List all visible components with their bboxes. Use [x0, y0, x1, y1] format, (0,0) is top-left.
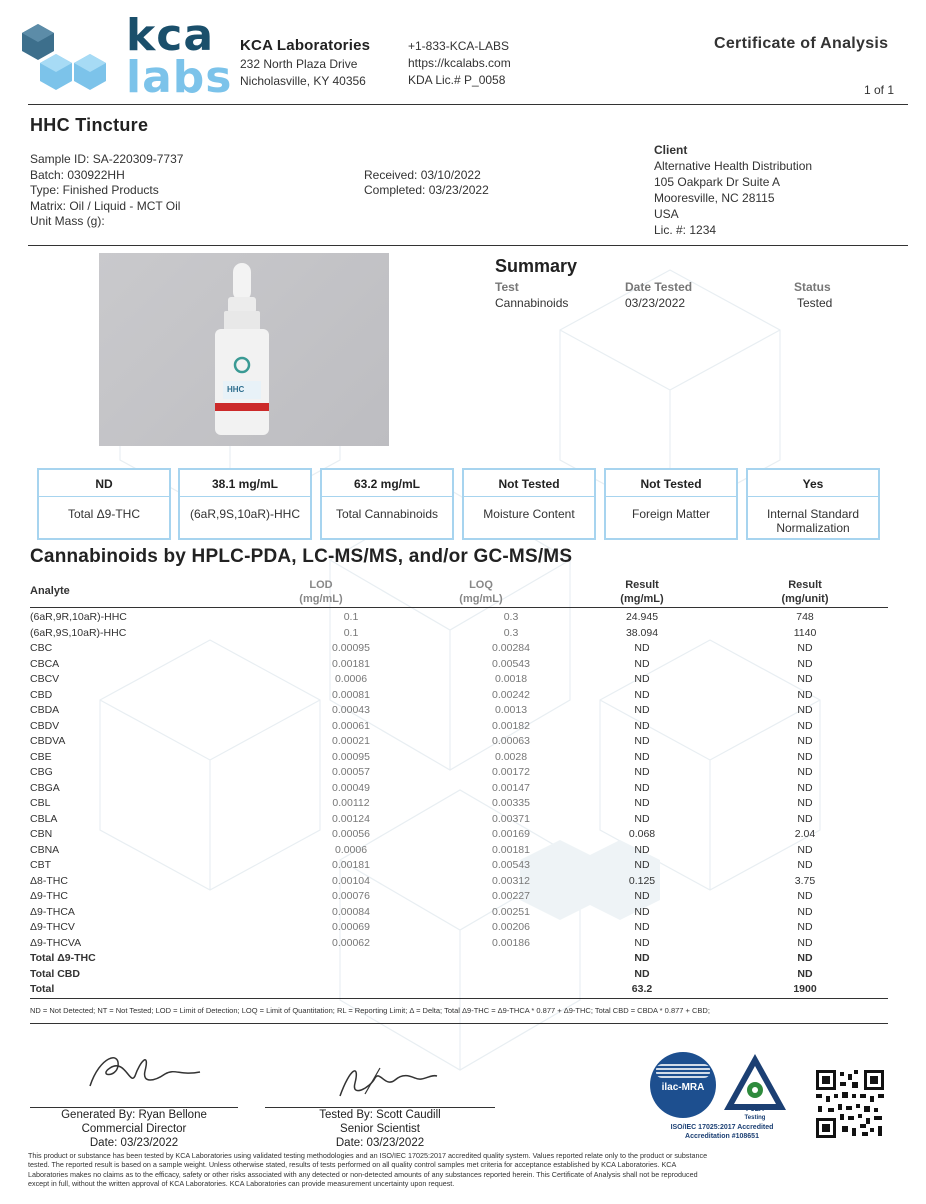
lod-cell: 0.0006 — [334, 673, 368, 685]
iso-accreditation: ISO/IEC 17025:2017 Accredited — [670, 1124, 774, 1131]
result-cell: ND — [634, 936, 650, 949]
result-cell: ND — [634, 859, 650, 871]
analyte-cell: CBC — [30, 642, 53, 654]
disclaimer-line: This product or substance has been tested by KCA Laboratories using validated testing methodologies and an ISO/IEC 17025:2017 accredited quality system. Values reported relate only to the product or substance — [28, 1151, 708, 1160]
ilac-mra-logo-icon — [650, 1052, 716, 1118]
client-license: Lic. #: 1234 — [654, 223, 717, 237]
table-row — [30, 610, 888, 626]
box-label: Internal Standard Normalization — [766, 507, 860, 535]
header-lod-title: LOD — [309, 579, 333, 591]
mg-unit-cell: ND — [797, 766, 813, 778]
signer-2-name: Tested By: Scott Caudill — [319, 1109, 441, 1121]
analyte-cell: CBG — [30, 766, 53, 778]
loq-cell: 0.00335 — [492, 797, 530, 809]
mg-unit-cell: ND — [797, 735, 813, 747]
analyte-cell: CBDV — [30, 719, 60, 732]
disclaimer — [28, 1151, 908, 1188]
result-cell: 24.945 — [625, 611, 659, 623]
lod-cell: 0.00056 — [332, 828, 370, 840]
lod-cell: 0.1 — [343, 626, 359, 639]
summary-box-total-cannabinoids — [320, 468, 454, 540]
mg-unit-cell: ND — [797, 952, 813, 964]
result-cell: ND — [634, 750, 650, 763]
loq-cell: 0.00371 — [492, 812, 530, 825]
loq-cell: 0.00543 — [492, 859, 530, 871]
completed-date: Completed: 03/23/2022 — [364, 183, 489, 197]
loq-cell: 0.0028 — [494, 750, 528, 763]
analyte-cell: (6aR,9R,10aR)-HHC — [30, 611, 127, 623]
signature-scott-caudill — [325, 1058, 445, 1102]
unit-mass: Unit Mass (g): — [30, 214, 105, 228]
lab-address-line2: Nicholasville, KY 40356 — [240, 74, 366, 88]
loq-cell: 0.00147 — [492, 781, 530, 794]
loq-cell: 0.00169 — [492, 828, 530, 840]
logo-word-labs: labs — [126, 52, 233, 103]
analyte-cell: CBGA — [30, 781, 60, 794]
analyte-cell: (6aR,9S,10aR)-HHC — [30, 626, 127, 639]
tincture-bottle-icon — [99, 253, 389, 446]
table-footnote: ND = Not Detected; NT = Not Tested; LOD = Limit of Detection; LOQ = Limit of Quantitation; RL = Reporting Limit; Δ = Delta; Total Δ9-THC = Δ9-THCA * 0.877 + Δ9-THC; Total CBD = CBDA * 0.877 + CBD; — [30, 1006, 710, 1015]
product-divider — [28, 245, 908, 246]
table-row — [30, 750, 888, 766]
mg-unit-cell: ND — [797, 936, 813, 949]
analyte-cell: CBD — [30, 688, 53, 701]
table-row — [30, 765, 888, 781]
box-value: Not Tested — [640, 477, 702, 491]
client-heading: Client — [654, 143, 688, 157]
result-cell: 38.094 — [625, 626, 659, 639]
matrix: Matrix: Oil / Liquid - MCT Oil — [30, 198, 181, 213]
loq-cell: 0.00312 — [492, 874, 530, 887]
box-value: Not Tested — [498, 477, 560, 491]
loq-cell: 0.00172 — [492, 766, 530, 778]
analyte-cell: CBCV — [30, 673, 60, 685]
table-row — [30, 672, 888, 688]
loq-cell: 0.00242 — [492, 688, 530, 701]
box-divider — [606, 496, 736, 497]
loq-cell: 0.00186 — [492, 936, 530, 949]
disclaimer-line: tested. The reported result is based on a sample weight. Unless otherwise stated, results of tests performed on all quality control samples met criteria for acceptance established by KCA Laboratories. KCA — [28, 1160, 677, 1170]
summary-box-total-d9-thc — [37, 468, 171, 540]
result-cell: ND — [634, 781, 650, 794]
mg-unit-cell: ND — [797, 859, 813, 871]
result-cell: 0.068 — [628, 828, 656, 840]
loq-cell: 0.00181 — [492, 843, 530, 856]
lod-cell: 0.00057 — [332, 766, 370, 778]
result-cell: ND — [634, 812, 650, 825]
result-cell: 0.125 — [628, 874, 656, 887]
table-row — [30, 657, 888, 673]
analyte-cell: Δ9-THCA — [30, 905, 75, 918]
table-row — [30, 641, 888, 657]
mg-unit-cell: 1900 — [793, 983, 817, 995]
header-result-title: Result — [625, 579, 659, 591]
mg-unit-cell: ND — [797, 812, 813, 825]
mg-unit-cell: 748 — [796, 611, 814, 623]
table-row — [30, 874, 888, 890]
product-type: Type: Finished Products — [30, 183, 159, 197]
mg-unit-cell: ND — [797, 921, 813, 933]
summary-box-moisture — [462, 468, 596, 540]
analyte-cell: CBT — [30, 859, 51, 871]
lod-cell: 0.00076 — [332, 890, 370, 902]
result-cell: ND — [634, 704, 650, 716]
analyte-cell: CBNA — [30, 843, 60, 856]
mg-unit-cell: 3.75 — [794, 874, 816, 887]
lod-cell: 0.00021 — [332, 735, 370, 747]
pjla-logo-icon — [722, 1052, 788, 1114]
loq-cell: 0.00227 — [492, 890, 530, 902]
mg-unit-cell: 1140 — [793, 626, 817, 639]
table-row — [30, 905, 888, 921]
loq-cell: 0.00206 — [492, 921, 530, 933]
pjla-testing: Testing — [744, 1115, 766, 1121]
signer-1-title: Commercial Director — [81, 1123, 187, 1135]
signer-2-date: Date: 03/23/2022 — [335, 1137, 425, 1149]
table-bottom-divider — [30, 998, 888, 999]
client-name: Alternative Health Distribution — [654, 159, 813, 173]
mg-unit-cell: ND — [797, 967, 813, 980]
result-cell: ND — [634, 890, 650, 902]
header-divider — [28, 104, 908, 105]
mg-unit-cell: ND — [797, 673, 813, 685]
disclaimer-line: except in full, without the written approval of KCA Laboratories. KCA Laboratories can provide measurement uncertainty upon request. — [28, 1178, 455, 1188]
summary-test: Cannabinoids — [495, 296, 569, 310]
logo-word-kca: kca — [126, 10, 215, 61]
summary-status: Tested — [797, 296, 833, 310]
analyte-cell: CBDVA — [30, 735, 66, 747]
analyte-cell: CBCA — [30, 657, 60, 670]
qr-code-graphic — [814, 1068, 886, 1140]
kca-cubes-logo-icon — [16, 24, 116, 102]
mg-unit-cell: ND — [797, 797, 813, 809]
loq-cell: 0.00284 — [492, 642, 530, 654]
analyte-cell: Δ9-THC — [30, 890, 68, 902]
signer-1-name: Generated By: Ryan Bellone — [61, 1109, 207, 1121]
summary-box-internal-standard — [746, 468, 880, 540]
table-row — [30, 936, 888, 952]
box-divider — [39, 496, 169, 497]
analyte-cell: Total CBD — [30, 967, 80, 980]
disclaimer-line: Laboratories makes no claims as to the efficacy, safety or other risks associated with any detected or non-detected amounts of any substances reported herein. This Certificate of Analysis shall not be reproduced — [28, 1169, 698, 1179]
lod-cell: 0.00124 — [332, 812, 370, 825]
result-cell: ND — [634, 766, 650, 778]
footnote-divider — [30, 1023, 888, 1024]
result-cell: ND — [634, 735, 650, 747]
box-value: Yes — [802, 477, 824, 491]
header-analyte: Analyte — [30, 585, 70, 597]
header-lod — [271, 578, 371, 606]
table-row — [30, 734, 888, 750]
result-cell: ND — [634, 967, 650, 980]
box-label: Moisture Content — [483, 507, 575, 521]
analyte-cell: CBL — [30, 797, 51, 809]
result-cell: 63.2 — [631, 983, 653, 995]
mg-unit-cell: ND — [797, 719, 813, 732]
signer-2 — [265, 1108, 495, 1150]
lod-cell: 0.00069 — [332, 921, 370, 933]
lod-cell: 0.00043 — [332, 704, 370, 716]
analyte-cell: CBLA — [30, 812, 58, 825]
loq-cell: 0.00251 — [492, 905, 530, 918]
analyte-cell: Δ9-THCVA — [30, 936, 82, 949]
table-row — [30, 688, 888, 704]
header-result2-unit: (mg/unit) — [781, 593, 829, 605]
result-cell: ND — [634, 797, 650, 809]
table-row — [30, 858, 888, 874]
total-row — [30, 967, 888, 983]
box-divider — [322, 496, 452, 497]
summary-title: Summary — [495, 256, 578, 276]
pjla-text: PJLA — [746, 1106, 764, 1113]
analyte-cell: CBE — [30, 750, 52, 763]
result-cell: ND — [634, 642, 650, 654]
result-cell: ND — [634, 952, 650, 964]
loq-cell: 0.3 — [503, 611, 519, 623]
mg-unit-cell: ND — [797, 657, 813, 670]
box-label: Total Δ9-THC — [67, 507, 141, 521]
analyte-cell: CBN — [30, 828, 53, 840]
box-label: Total Cannabinoids — [335, 507, 439, 521]
header-result-mgunit — [755, 578, 855, 606]
loq-cell: 0.0013 — [494, 704, 528, 716]
table-row — [30, 889, 888, 905]
header-lod-unit: (mg/mL) — [299, 593, 343, 605]
box-label: Foreign Matter — [631, 507, 711, 521]
lod-cell: 0.00062 — [332, 936, 370, 949]
product-photo — [99, 253, 389, 446]
analyte-cell: Δ9-THCV — [30, 921, 75, 933]
accreditation-number: Accreditation #108651 — [685, 1133, 759, 1140]
analyte-cell: Total — [30, 983, 55, 995]
result-cell: ND — [634, 657, 650, 670]
table-row — [30, 626, 888, 642]
document-title: Certificate of Analysis — [714, 35, 889, 52]
result-cell: ND — [634, 688, 650, 701]
bottle-label: HHC — [227, 385, 245, 394]
lod-cell: 0.00181 — [332, 657, 370, 670]
header-loq-title: LOQ — [469, 579, 493, 591]
header-result-unit: (mg/mL) — [620, 593, 664, 605]
table-header-divider — [30, 607, 888, 608]
client-street: 105 Oakpark Dr Suite A — [654, 175, 781, 189]
mg-unit-cell: ND — [797, 750, 813, 763]
batch: Batch: 030922HH — [30, 167, 125, 182]
signature-ryan-bellone — [80, 1046, 210, 1096]
signer-1-date: Date: 03/23/2022 — [89, 1137, 179, 1149]
mg-unit-cell: ND — [797, 843, 813, 856]
table-row — [30, 827, 888, 843]
box-value: ND — [95, 477, 113, 491]
lod-cell: 0.00095 — [332, 642, 370, 654]
summary-header-status: Status — [794, 280, 831, 294]
client-city: Mooresville, NC 28115 — [654, 191, 775, 205]
received-date: Received: 03/10/2022 — [364, 168, 481, 182]
box-divider — [180, 496, 310, 497]
total-row — [30, 982, 888, 998]
mg-unit-cell: ND — [797, 642, 813, 654]
result-cell: ND — [634, 843, 650, 856]
lod-cell: 0.00112 — [332, 797, 370, 809]
loq-cell: 0.0018 — [494, 673, 528, 685]
lod-cell: 0.00104 — [332, 874, 370, 887]
analyte-cell: Total Δ9-THC — [30, 952, 96, 964]
lod-cell: 0.1 — [343, 611, 359, 623]
lod-cell: 0.00081 — [332, 688, 370, 701]
table-row — [30, 703, 888, 719]
lod-cell: 0.00049 — [332, 781, 370, 794]
lod-cell: 0.00181 — [332, 859, 370, 871]
lab-phone: +1-833-KCA-LABS — [408, 39, 510, 53]
analyte-cell: Δ8-THC — [30, 874, 68, 887]
qr-code-icon[interactable] — [814, 1068, 886, 1140]
box-value: 63.2 mg/mL — [353, 477, 421, 491]
lod-cell: 0.0006 — [334, 843, 368, 856]
box-label: (6aR,9S,10aR)-HHC — [189, 507, 301, 521]
table-row — [30, 843, 888, 859]
mg-unit-cell: ND — [797, 704, 813, 716]
page-number: 1 of 1 — [864, 83, 895, 97]
product-name: HHC Tincture — [30, 115, 149, 135]
lab-name: KCA Laboratories — [240, 37, 371, 54]
loq-cell: 0.00543 — [492, 657, 530, 670]
client-country: USA — [654, 207, 679, 221]
mg-unit-cell: ND — [797, 905, 813, 918]
box-value: 38.1 mg/mL — [211, 477, 279, 491]
loq-cell: 0.00063 — [492, 735, 530, 747]
header-result2-title: Result — [788, 579, 822, 591]
lab-website-link[interactable]: https://kcalabs.com — [408, 56, 511, 70]
ilac-text: ilac-MRA — [654, 1082, 712, 1093]
mg-unit-cell: ND — [797, 890, 813, 902]
mg-unit-cell: ND — [797, 688, 813, 701]
total-row — [30, 951, 888, 967]
sample-id: Sample ID: SA-220309-7737 — [30, 152, 184, 166]
table-row — [30, 812, 888, 828]
lod-cell: 0.00084 — [332, 905, 370, 918]
summary-box-foreign-matter — [604, 468, 738, 540]
table-row — [30, 796, 888, 812]
summary-header-date: Date Tested — [625, 280, 693, 294]
summary-date: 03/23/2022 — [625, 296, 686, 310]
lab-license: KDA Lic.# P_0058 — [408, 73, 506, 87]
signer-1 — [30, 1108, 238, 1150]
header-result-mgml — [592, 578, 692, 606]
table-row — [30, 920, 888, 936]
summary-box-hhc — [178, 468, 312, 540]
result-cell: ND — [634, 905, 650, 918]
result-cell: ND — [634, 719, 650, 732]
mg-unit-cell: ND — [797, 781, 813, 794]
lod-cell: 0.00095 — [332, 750, 370, 763]
ilac-lines-icon — [656, 1064, 710, 1078]
table-row — [30, 719, 888, 735]
header-loq — [431, 578, 531, 606]
result-cell: ND — [634, 673, 650, 685]
box-divider — [748, 496, 878, 497]
results-section-title: Cannabinoids by HPLC-PDA, LC-MS/MS, and/or GC-MS/MS — [30, 546, 573, 567]
lab-address-line1: 232 North Plaza Drive — [240, 57, 358, 71]
result-cell: ND — [634, 921, 650, 933]
analyte-cell: CBDA — [30, 704, 60, 716]
signer-2-title: Senior Scientist — [340, 1123, 420, 1135]
loq-cell: 0.00182 — [492, 719, 530, 732]
mg-unit-cell: 2.04 — [794, 828, 816, 840]
box-divider — [464, 496, 594, 497]
summary-header-test: Test — [495, 280, 519, 294]
loq-cell: 0.3 — [503, 626, 519, 639]
lod-cell: 0.00061 — [332, 719, 370, 732]
header-loq-unit: (mg/mL) — [459, 593, 503, 605]
table-row — [30, 781, 888, 797]
